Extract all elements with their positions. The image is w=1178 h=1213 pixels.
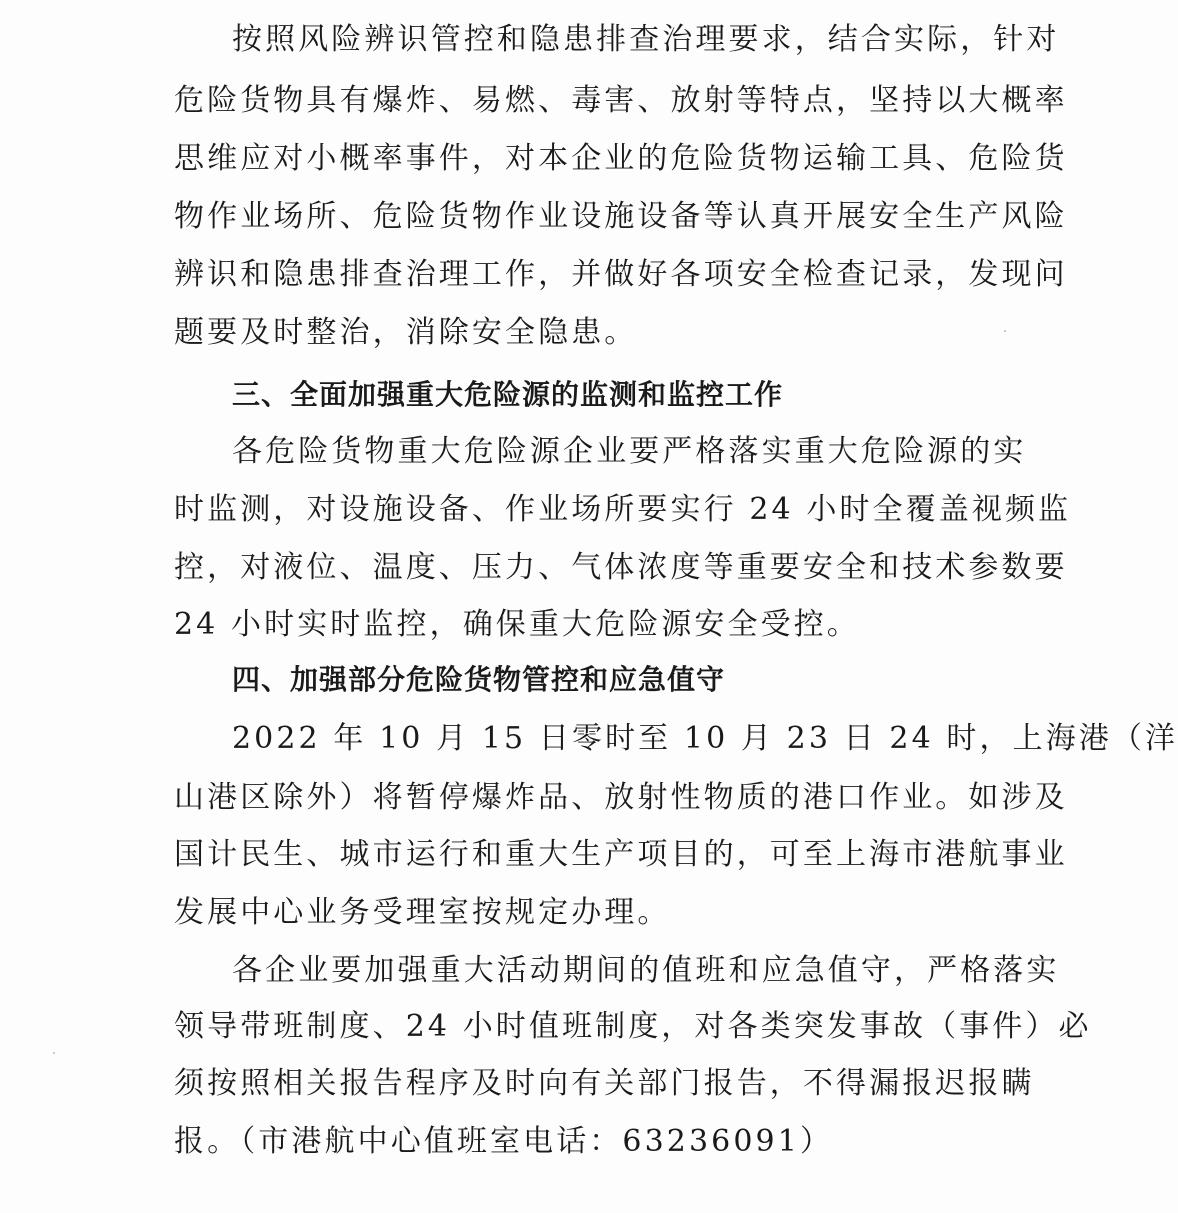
paragraph-4-line-1: 各企业要加强重大活动期间的值班和应急值守，严格落实 <box>232 953 1060 988</box>
paragraph-2-line-2: 时监测，对设施设备、作业场所要实行 24 小时全覆盖视频监 <box>174 492 1072 527</box>
paragraph-4-line-4: 报。（市港航中心值班室电话：63236091） <box>174 1124 833 1159</box>
paragraph-1-line-6: 题要及时整治，消除安全隐患。 <box>174 315 638 350</box>
paragraph-2-line-1: 各危险货物重大危险源企业要严格落实重大危险源的实 <box>232 434 1027 469</box>
paragraph-1-line-4: 物作业场所、危险货物作业设施设备等认真开展安全生产风险 <box>174 199 1068 234</box>
paragraph-1-line-5: 辨识和隐患排查治理工作，并做好各项安全检查记录，发现问 <box>174 257 1068 292</box>
scan-speck <box>53 1052 55 1054</box>
paragraph-3-line-1: 2022 年 10 月 15 日零时至 10 月 23 日 24 时，上海港（洋 <box>232 721 1178 756</box>
paragraph-3-line-2: 山港区除外）将暂停爆炸品、放射性物质的港口作业。如涉及 <box>174 780 1068 815</box>
paragraph-2-line-3: 控，对液位、温度、压力、气体浓度等重要安全和技术参数要 <box>174 550 1068 585</box>
paragraph-1-line-2: 危险货物具有爆炸、易燃、毒害、放射等特点，坚持以大概率 <box>174 83 1068 118</box>
scan-speck <box>1004 330 1006 332</box>
paragraph-1-line-1: 按照风险辨识管控和隐患排查治理要求，结合实际，针对 <box>232 22 1060 57</box>
section-4-heading: 四、加强部分危险货物管控和应急值守 <box>232 663 726 696</box>
paragraph-4-line-3: 须按照相关报告程序及时向有关部门报告，不得漏报迟报瞒 <box>174 1066 1035 1101</box>
paragraph-1-line-3: 思维应对小概率事件，对本企业的危险货物运输工具、危险货 <box>174 141 1068 176</box>
paragraph-4-line-2: 领导带班制度、24 小时值班制度，对各类突发事故（事件）必 <box>174 1009 1092 1044</box>
section-3-heading: 三、全面加强重大危险源的监测和监控工作 <box>232 378 784 411</box>
paragraph-3-line-4: 发展中心业务受理室按规定办理。 <box>174 895 671 930</box>
paragraph-2-line-4: 24 小时实时监控，确保重大危险源安全受控。 <box>174 607 860 642</box>
paragraph-3-line-3: 国计民生、城市运行和重大生产项目的，可至上海市港航事业 <box>174 837 1068 872</box>
